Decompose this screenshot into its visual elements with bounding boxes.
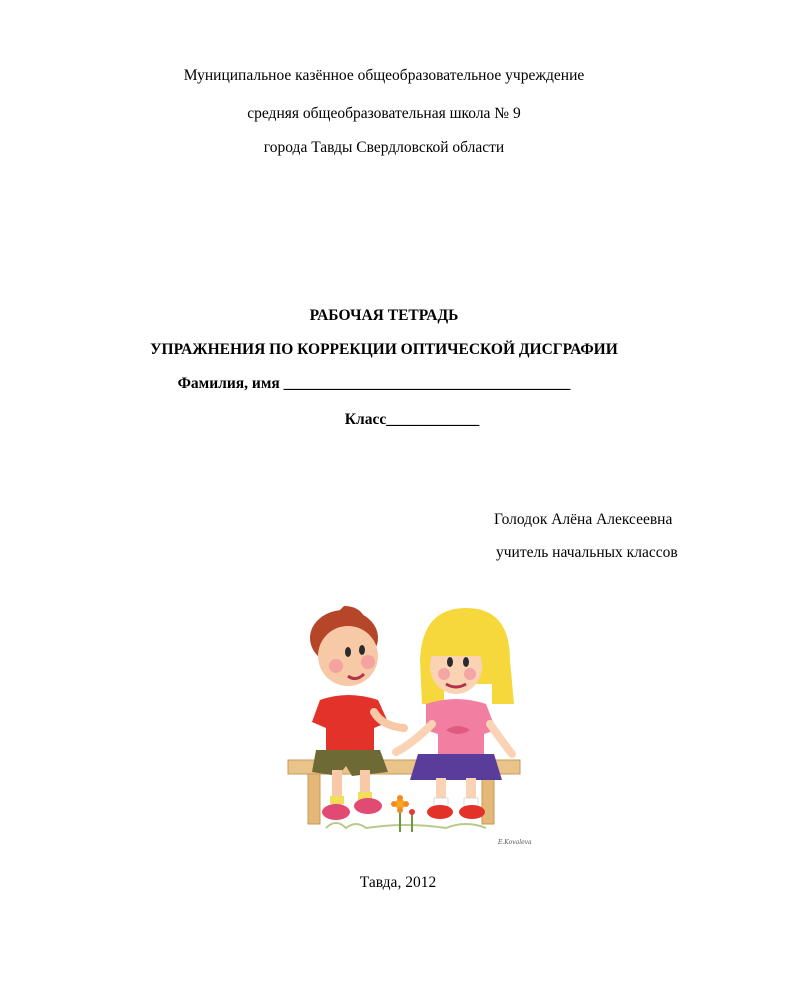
header-line-3: города Тавды Свердловской области [263,139,505,156]
name-field-label: Фамилия, имя _____________________________________ [177,375,571,392]
children-on-bench-illustration [286,600,532,850]
flower-icon [391,795,415,832]
workbook-subtitle: УПРАЖНЕНИЯ ПО КОРРЕКЦИИ ОПТИЧЕСКОЙ ДИСГРАФИИ [150,341,618,358]
girl-icon [396,608,514,819]
boy-icon [310,606,404,820]
place-and-year: Тавда, 2012 [359,874,437,891]
artist-signature: E.Kovaleva [498,839,532,846]
header-line-2: средняя общеобразовательная школа № 9 [247,105,521,122]
header-line-1: Муниципальное казённое общеобразовательное учреждение [183,67,585,84]
class-field-label: Класс____________ [344,411,480,428]
author-role: учитель начальных классов [496,544,678,561]
workbook-title: РАБОЧАЯ ТЕТРАДЬ [309,307,459,324]
author-name: Голодок Алёна Алексеевна [494,511,673,528]
